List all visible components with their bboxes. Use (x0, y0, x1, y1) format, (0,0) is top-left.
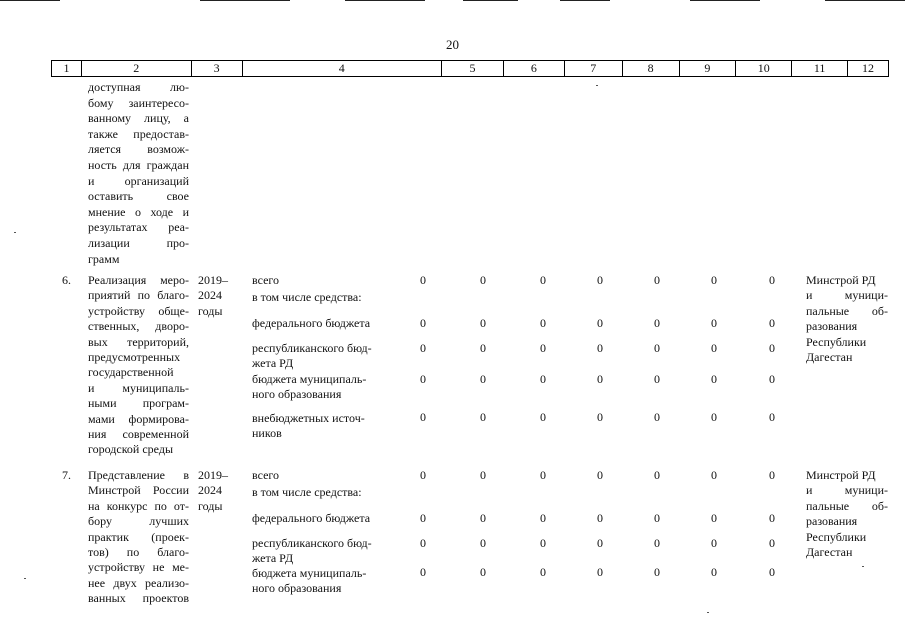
text-line: разования (806, 514, 858, 529)
text-line: тов) по благо- (88, 545, 189, 560)
period-line: 2019– (198, 273, 228, 287)
value-cell: 0 (540, 536, 546, 550)
text-line: устройству не ме- (88, 560, 189, 575)
value-cell: 0 (654, 372, 660, 386)
row-number: 6. (62, 273, 71, 287)
column-number: 8 (623, 61, 680, 76)
text-line: пальные об- (806, 303, 888, 318)
value-cell: 0 (540, 468, 546, 482)
value-cell: 0 (769, 273, 775, 287)
value-cell: 0 (597, 536, 603, 550)
text-line: Республики (806, 529, 867, 544)
source-total (252, 273, 392, 304)
source-republic (252, 341, 392, 370)
source-label: в том числе средства: (252, 289, 362, 304)
value-cell: 0 (711, 468, 717, 482)
value-cell: 0 (420, 316, 426, 330)
value-cell: 0 (654, 536, 660, 550)
text-line: государственной (88, 365, 174, 380)
text-line: на конкурс по от- (88, 498, 189, 513)
source-label: республиканского бюд- (252, 341, 372, 355)
source-extrabudget (252, 411, 392, 440)
value-cell: 0 (540, 316, 546, 330)
source-label: республиканского бюд- (252, 536, 372, 550)
value-cell: 0 (654, 316, 660, 330)
value-cell: 0 (711, 536, 717, 550)
column-number: 9 (680, 61, 737, 76)
value-cell: 0 (597, 565, 603, 579)
activity-name (88, 273, 189, 458)
source-label: бюджета муниципаль- (252, 372, 367, 386)
source-label: всего (252, 468, 280, 482)
value-cell: 0 (480, 372, 486, 386)
value-cell: 0 (420, 341, 426, 355)
activity-name (88, 468, 189, 607)
source-label: жета РД (252, 355, 294, 370)
column-number: 3 (192, 61, 243, 76)
value-cell: 0 (654, 341, 660, 355)
period-line: 2024 (198, 483, 222, 498)
text-line: устройству обще- (88, 303, 189, 318)
value-cell: 0 (480, 536, 486, 550)
value-cell: 0 (420, 536, 426, 550)
column-number: 6 (504, 61, 565, 76)
text-line: и организаций (88, 173, 189, 188)
value-cell: 0 (597, 511, 603, 525)
source-label: федерального бюджета (252, 316, 371, 330)
value-cell: 0 (654, 511, 660, 525)
value-cell: 0 (711, 341, 717, 355)
source-republic (252, 536, 392, 565)
value-cell: 0 (420, 273, 426, 287)
period-line: годы (198, 303, 223, 318)
text-line: и муниципаль- (88, 380, 189, 395)
text-line: мами формирова- (88, 411, 189, 426)
text-line: бору лучших (88, 514, 189, 529)
source-municipal (252, 372, 392, 401)
value-cell: 0 (711, 410, 717, 424)
text-line: оставить свое (88, 189, 189, 204)
value-cell: 0 (654, 410, 660, 424)
value-cell: 0 (420, 468, 426, 482)
text-line: Дагестан (806, 350, 853, 365)
value-cell: 0 (540, 511, 546, 525)
column-number: 10 (736, 61, 792, 76)
text-line: практик (проек- (88, 529, 189, 544)
value-cell: 0 (597, 410, 603, 424)
value-cell: 0 (540, 565, 546, 579)
value-cell: 0 (769, 565, 775, 579)
source-label: внебюджетных источ- (252, 411, 365, 425)
value-cell: 0 (711, 511, 717, 525)
text-line: вых территорий, (88, 334, 189, 349)
value-cell: 0 (597, 273, 603, 287)
column-number: 2 (82, 61, 192, 76)
value-cell: 0 (420, 372, 426, 386)
text-line: Минстрой России (88, 483, 189, 498)
value-cell: 0 (480, 316, 486, 330)
text-line: и муници- (806, 483, 888, 498)
text-line: мнение о ходе и (88, 204, 189, 219)
value-cell: 0 (480, 410, 486, 424)
value-cell: 0 (769, 372, 775, 386)
value-cell: 0 (597, 341, 603, 355)
value-cell: 0 (540, 372, 546, 386)
page-number: 20 (446, 37, 459, 52)
text-line: и муници- (806, 288, 888, 303)
value-cell: 0 (769, 341, 775, 355)
value-cell: 0 (597, 468, 603, 482)
value-cell: 0 (480, 341, 486, 355)
source-federal (252, 316, 392, 331)
value-cell: 0 (769, 536, 775, 550)
period (198, 273, 228, 319)
column-number: 1 (52, 61, 82, 76)
text-line: Представление в (88, 468, 189, 482)
text-line: Республики (806, 334, 867, 349)
value-cell: 0 (769, 316, 775, 330)
value-cell: 0 (420, 511, 426, 525)
value-cell: 0 (420, 410, 426, 424)
value-cell: 0 (480, 565, 486, 579)
text-line: предусмотренных (88, 350, 181, 365)
column-header-row (51, 60, 889, 77)
text-line: ность для граждан (88, 157, 189, 172)
source-label: в том числе средства: (252, 484, 362, 499)
value-cell: 0 (711, 372, 717, 386)
value-cell: 0 (597, 372, 603, 386)
period-line: годы (198, 498, 223, 513)
source-label: жета РД (252, 550, 294, 565)
text-line: также предостав- (88, 126, 189, 141)
text-line: ванному лицу, а (88, 111, 189, 126)
column-number: 11 (792, 61, 848, 76)
text-line: грамм (88, 251, 120, 266)
text-line: ванных проектов (88, 591, 189, 606)
period-line: 2024 (198, 288, 222, 303)
period (198, 468, 228, 514)
text-line: Дагестан (806, 545, 853, 560)
value-cell: 0 (769, 410, 775, 424)
text-line: пальные об- (806, 498, 888, 513)
text-line: лизации про- (88, 235, 189, 250)
text-line: результатах реа- (88, 220, 189, 235)
text-line: городской среды (88, 442, 174, 457)
value-cell: 0 (711, 273, 717, 287)
text-line: бому заинтересо- (88, 95, 189, 110)
column-number: 4 (243, 61, 443, 76)
source-label: ного образования (252, 580, 342, 595)
value-cell: 0 (654, 273, 660, 287)
source-label: ного образования (252, 386, 342, 401)
source-label: ников (252, 425, 282, 440)
text-line: доступная лю- (88, 80, 189, 94)
source-municipal (252, 566, 392, 595)
source-federal (252, 511, 392, 526)
value-cell: 0 (420, 565, 426, 579)
continuation-text (88, 80, 189, 267)
row-number: 7. (62, 468, 71, 482)
text-line: разования (806, 319, 858, 334)
value-cell: 0 (480, 273, 486, 287)
source-label: федерального бюджета (252, 511, 371, 525)
value-cell: 0 (711, 565, 717, 579)
text-line: ляется возмож- (88, 142, 189, 157)
source-label: всего (252, 273, 280, 287)
value-cell: 0 (480, 511, 486, 525)
text-line: ния современной (88, 427, 189, 442)
value-cell: 0 (654, 468, 660, 482)
text-line: ными програм- (88, 396, 189, 411)
text-line: нее двух реализо- (88, 575, 189, 590)
source-total (252, 468, 392, 499)
value-cell: 0 (480, 468, 486, 482)
executor (806, 273, 888, 365)
text-line: приятий по благо- (88, 288, 189, 303)
column-number: 5 (442, 61, 504, 76)
value-cell: 0 (769, 511, 775, 525)
value-cell: 0 (540, 410, 546, 424)
text-line: Минстрой РД (806, 468, 876, 482)
source-label: бюджета муниципаль- (252, 566, 367, 580)
value-cell: 0 (654, 565, 660, 579)
column-number: 7 (565, 61, 623, 76)
value-cell: 0 (597, 316, 603, 330)
period-line: 2019– (198, 468, 228, 482)
text-line: ственных, дворо- (88, 319, 189, 334)
value-cell: 0 (540, 273, 546, 287)
value-cell: 0 (540, 341, 546, 355)
value-cell: 0 (769, 468, 775, 482)
text-line: Реализация меро- (88, 273, 189, 287)
text-line: Минстрой РД (806, 273, 876, 287)
value-cell: 0 (711, 316, 717, 330)
column-number: 12 (862, 61, 875, 75)
executor (806, 468, 888, 560)
